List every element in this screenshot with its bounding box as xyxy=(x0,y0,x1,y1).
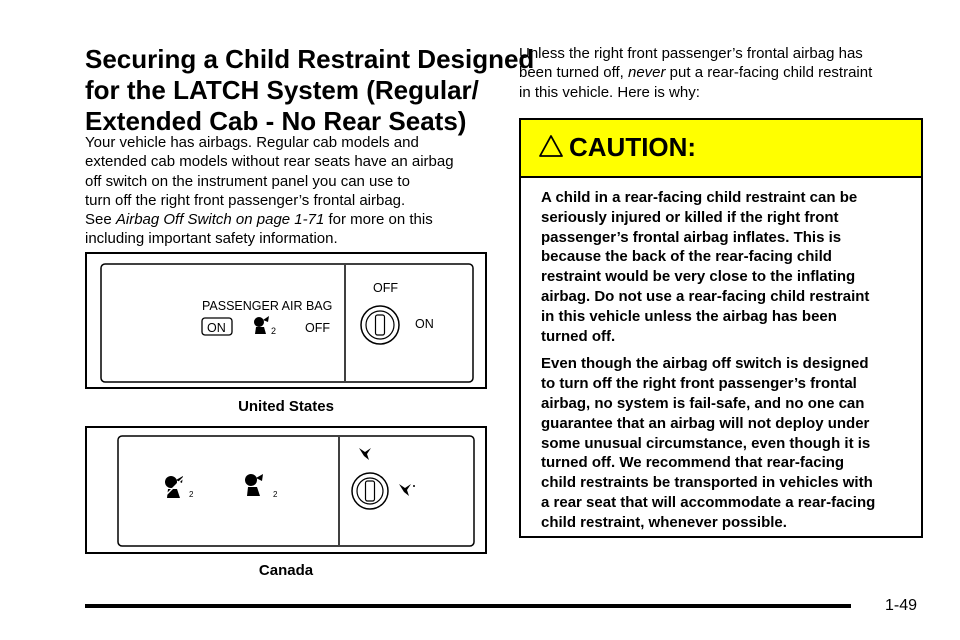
switch-off-position-label: OFF xyxy=(373,281,398,295)
caution-line: restraint would be very close to the inflating xyxy=(541,268,856,286)
caution-box xyxy=(519,118,923,538)
caution-line: because the back of the rear-facing child xyxy=(541,248,832,266)
para-line: Unless the right front passenger’s frontal airbag has xyxy=(519,45,863,62)
caution-line: turned off. We recommend that rear-facing xyxy=(541,454,845,472)
para-line: extended cab models without rear seats have an airbag xyxy=(85,153,454,171)
footer-rule xyxy=(85,604,851,608)
page-number: 1-49 xyxy=(885,597,918,614)
section-title xyxy=(85,44,535,137)
caution-line: turned off. xyxy=(541,327,616,345)
see-suffix: for more on this xyxy=(324,211,433,229)
caution-line: seriously injured or killed if the right front xyxy=(541,208,839,226)
caution-body xyxy=(521,178,921,533)
para-line: in this vehicle. Here is why: xyxy=(519,83,700,101)
airbag-icon-subscript: 2 xyxy=(271,326,277,336)
caution-line: guarantee that an airbag will not deploy under xyxy=(541,414,870,432)
emphasis-never: never xyxy=(627,64,666,82)
cross-reference-link[interactable]: Airbag Off Switch on page 1-71 xyxy=(115,211,325,229)
title-line: Securing a Child Restraint Designed xyxy=(85,44,535,74)
para-line: Your vehicle has airbags. Regular cab models and xyxy=(85,134,419,151)
title-line: for the LATCH System (Regular/ xyxy=(85,75,479,105)
caution-heading: CAUTION: xyxy=(569,132,697,162)
caution-header xyxy=(521,120,921,178)
para-line: including important safety information. xyxy=(85,230,338,248)
para-line: off switch on the instrument panel you can use to xyxy=(85,172,410,190)
caution-line: airbag, no system is fail-safe, and no one can xyxy=(541,394,865,412)
off-indicator-label: OFF xyxy=(305,321,330,335)
caution-line: child restraint, whenever possible. xyxy=(541,513,787,531)
us-airbag-switch-figure xyxy=(85,252,487,389)
switch-on-position-label: ON xyxy=(415,317,434,331)
caution-line: airbag. Do not use a rear-facing child restraint xyxy=(541,287,870,305)
canada-figure-caption: Canada xyxy=(258,562,314,579)
see-prefix: See xyxy=(85,211,116,229)
title-line: Extended Cab - No Rear Seats) xyxy=(85,106,467,136)
caution-line: child restraints be transported in vehicles with xyxy=(541,474,873,492)
para-line: turn off the right front passenger’s frontal airbag. xyxy=(85,191,406,209)
caution-line: a rear seat that will accommodate a rear-facing xyxy=(541,493,876,511)
warning-intro-paragraph xyxy=(519,44,929,102)
passenger-airbag-label: PASSENGER AIR BAG xyxy=(202,299,333,313)
caution-line: Even though the airbag off switch is designed xyxy=(541,355,869,373)
caution-line: to turn off the right front passenger’s frontal xyxy=(541,375,857,393)
para-line: been turned off, never put a rear-facing child restraint xyxy=(519,64,873,82)
caution-line: some unusual circumstance, even though it is xyxy=(541,434,871,452)
caution-line: A child in a rear-facing child restraint can be xyxy=(541,189,858,206)
airbag-icon-subscript: 2 xyxy=(189,490,194,499)
warning-triangle-icon xyxy=(539,134,563,158)
key-switch-icon xyxy=(361,306,399,344)
caution-line: passenger’s frontal airbag inflates. This is xyxy=(541,228,842,246)
on-indicator-label: ON xyxy=(207,321,226,335)
canada-airbag-switch-figure xyxy=(85,426,487,554)
intro-paragraph xyxy=(85,133,505,249)
caution-line: in this vehicle unless the airbag has been xyxy=(541,307,837,325)
para-line xyxy=(85,210,505,229)
airbag-icon-subscript: 2 xyxy=(273,490,278,499)
us-figure-caption: United States xyxy=(238,398,334,415)
